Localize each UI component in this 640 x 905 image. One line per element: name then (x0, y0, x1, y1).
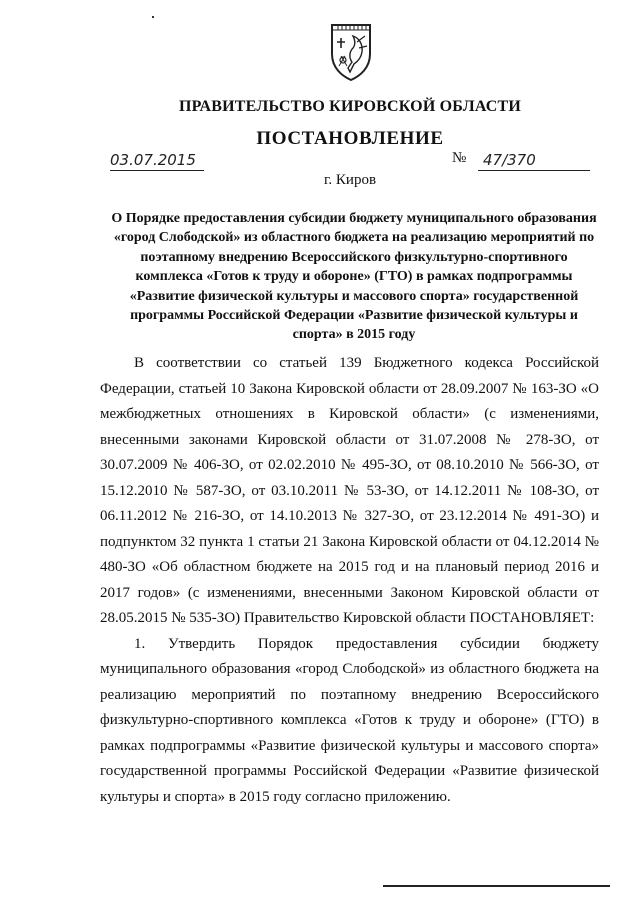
document-number: 47/370 (483, 151, 536, 169)
number-sign: № (452, 150, 467, 166)
preamble-paragraph: В соответствии со статьей 139 Бюджетного кодекса Российской Федерации, статьей 10 Закона Кировской области от 28.09.2007 № 163-ЗО «О межбюджетных отношениях в Кировской области» (с изменениями, внесенными законами Кировской области от 31.07.2008 № 278-ЗО, от 30.07.2009 № 406-ЗО, от 02.02.2010 № 495-ЗО, от 08.10.2010 № 566-ЗО, от 15.12.2010 № 587-ЗО, от 03.10.2011 № 53-ЗО, от 14.12.2011 № 108-ЗО, от 06.11.2012 № 216-ЗО, от 14.10.2013 № 327-ЗО, от 23.12.2014 № 491-ЗО) и подпунктом 32 пункта 1 статьи 21 Закона Кировской области от 04.12.2014 № 480-ЗО «Об областном бюджете на 2015 год и на плановый период 2016 и 2017 годов» (с изменениями, внесенными Законом Кировской области от 28.05.2015 № 535-ЗО) Правительство Кировской области ПОСТАНОВЛЯЕТ: (100, 355, 599, 626)
coat-of-arms-icon (329, 22, 373, 82)
resolution-body (100, 351, 599, 810)
resolution-heading: О Порядке предоставления субсидии бюджету муниципального образования «город Слободской» из областного бюджета на реализацию мероприятий по поэтапному внедрению Всероссийского физкультурно-спортивного комплекса «Готов к труду и обороне» (ГТО) в рамках подпрограммы «Развитие физической культуры и массового спорта» государственной программы Российской Федерации «Развитие физической культуры и спорта» в 2015 году (111, 211, 597, 343)
bottom-rule (383, 885, 610, 887)
number-field (478, 150, 590, 171)
document-type: ПОСТАНОВЛЕНИЕ (256, 128, 444, 149)
scan-speck (152, 16, 154, 18)
clause-1-paragraph: 1. Утвердить Порядок предоставления субсидии бюджету муниципального образования «город Слободской» из областного бюджета на реализацию мероприятий по поэтапному внедрению Всероссийского физкультурно-спортивного комплекса «Готов к труду и обороне» (ГТО) в рамках подпрограммы «Развитие физической культуры и массового спорта» государственной программы Российской Федерации «Развитие физической культуры и спорта» в 2015 году согласно приложению. (100, 635, 599, 805)
date-field (110, 150, 204, 171)
city-label: г. Киров (323, 172, 377, 188)
document-date: 03.07.2015 (110, 151, 196, 169)
government-title: ПРАВИТЕЛЬСТВО КИРОВСКОЙ ОБЛАСТИ (178, 98, 522, 115)
